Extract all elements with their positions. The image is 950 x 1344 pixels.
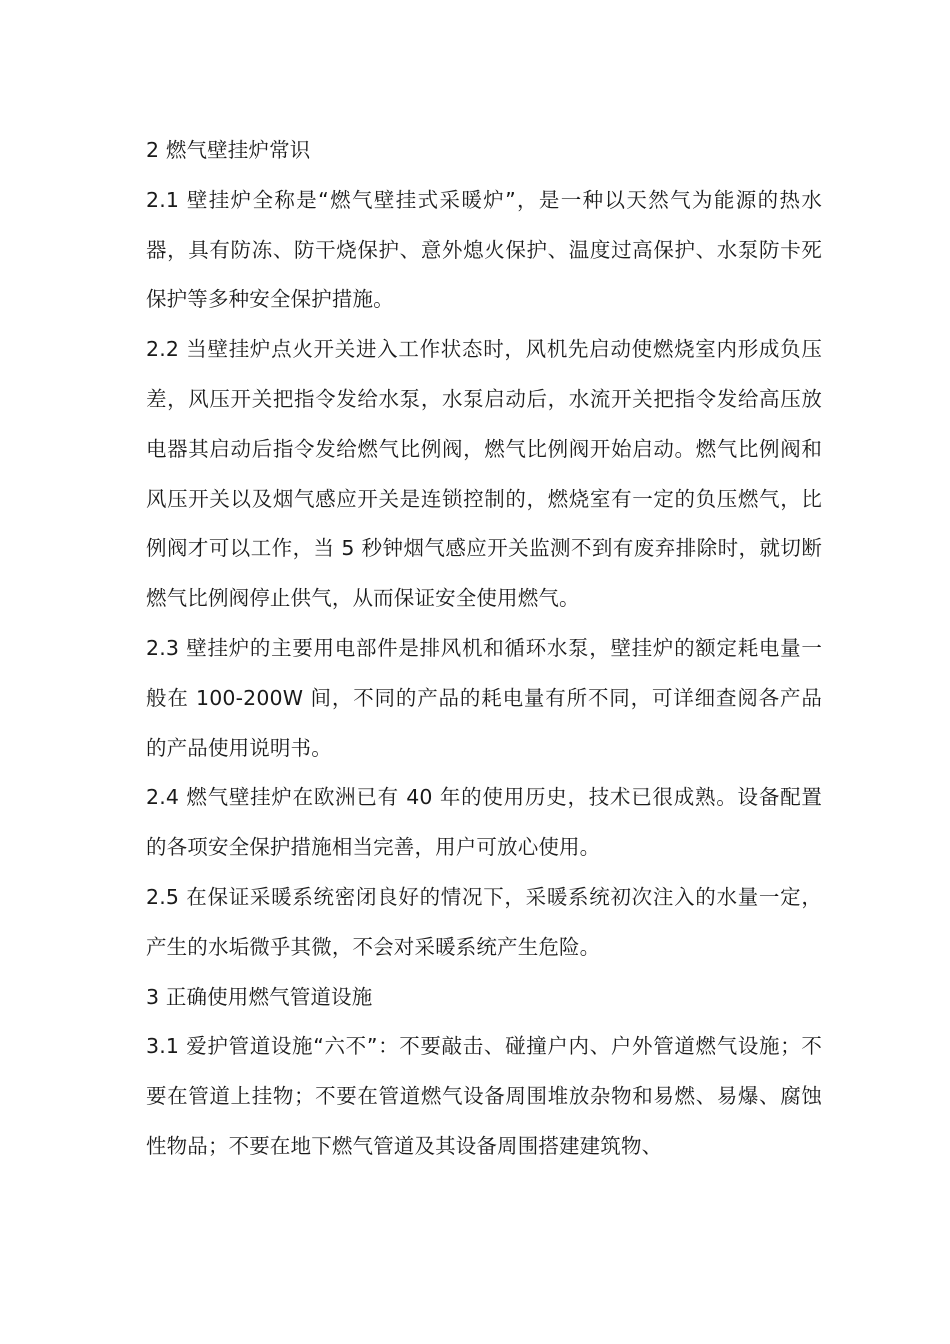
section-heading-3: 3 正确使用燃气管道设施 bbox=[146, 984, 373, 1009]
paragraph-2-1: 2.1 壁挂炉全称是“燃气壁挂式采暖炉”，是一种以天然气为能源的热水器，具有防冻、防干烧保护、意外熄火保护、温度过高保护、水泵防卡死保护等多种安全保护措施。 bbox=[146, 187, 822, 312]
paragraph-2-5: 2.5 在保证采暖系统密闭良好的情况下，采暖系统初次注入的水量一定，产生的水垢微乎其微，不会对采暖系统产生危险。 bbox=[146, 884, 822, 959]
paragraph-2-2: 2.2 当壁挂炉点火开关进入工作状态时，风机先启动使燃烧室内形成负压差，风压开关把指令发给水泵，水泵启动后，水流开关把指令发给高压放电器其启动后指令发给燃气比例阀，燃气比例阀开始启动。燃气比例阀和风压开关以及烟气感应开关是连锁控制的，燃烧室有一定的负压燃气，比例阀才可以工作，当 5 秒钟烟气感应开关监测不到有废弃排除时，就切断燃气比例阀停止供气，从而保证安全使用燃气。 bbox=[146, 337, 822, 611]
section-heading-2: 2 燃气壁挂炉常识 bbox=[146, 138, 311, 162]
paragraph-2-4: 2.4 燃气壁挂炉在欧洲已有 40 年的使用历史，技术已很成熟。设备配置的各项安全保护措施相当完善，用户可放心使用。 bbox=[146, 785, 822, 860]
paragraph-2-3: 2.3 壁挂炉的主要用电部件是排风机和循环水泵，壁挂炉的额定耗电量一般在 100-200W 间，不同的产品的耗电量有所不同，可详细查阅各产品的产品使用说明书。 bbox=[146, 635, 822, 760]
paragraph-3-1: 3.1 爱护管道设施“六不”：不要敲击、碰撞户内、户外管道燃气设施；不要在管道上挂物；不要在管道燃气设备周围堆放杂物和易燃、易爆、腐蚀性物品；不要在地下燃气管道及其设备周围搭建建筑物、 bbox=[146, 1034, 822, 1158]
document-body bbox=[146, 126, 822, 1172]
